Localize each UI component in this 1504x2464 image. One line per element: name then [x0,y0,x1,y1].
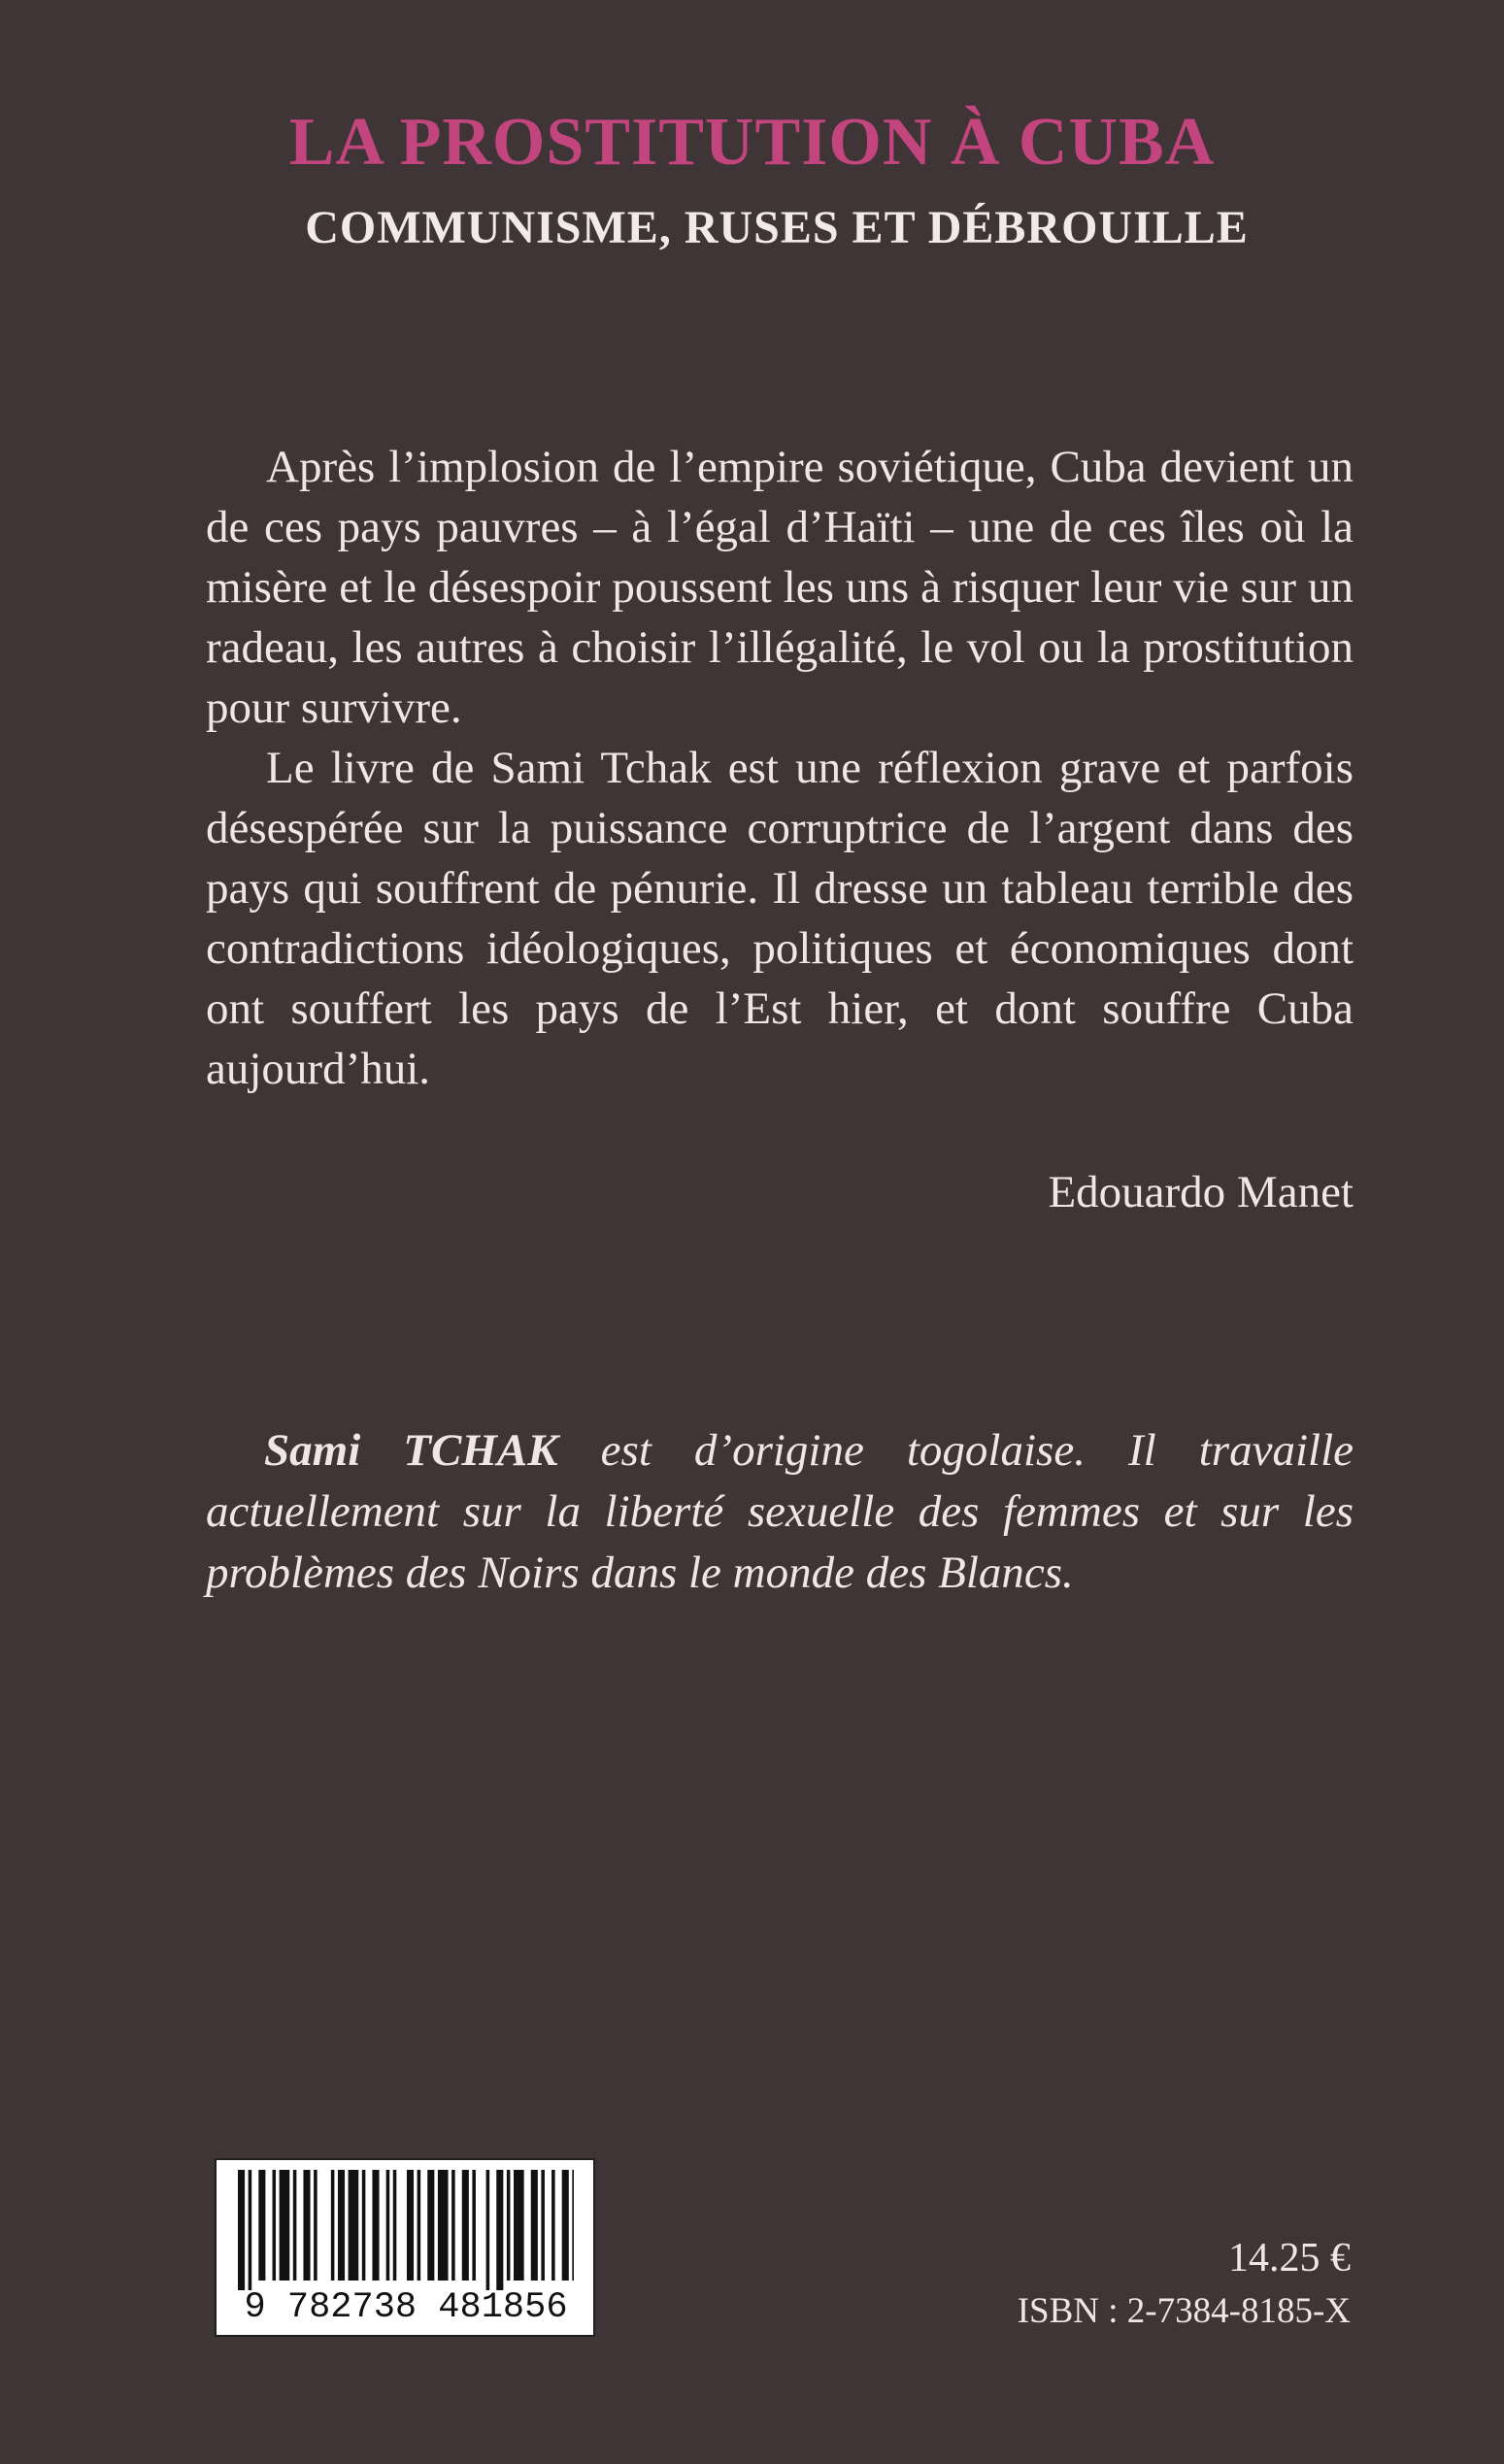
barcode-bar [438,2170,449,2281]
author-biography-text: est d’origine togolaise. Il travaille actuellement sur la liberté sexuelle des femmes et sur les problèmes des Noirs dans le monde des Blancs. [206,1425,1354,1598]
barcode-bar [362,2170,366,2281]
price: 14.25 € [1228,2236,1351,2281]
barcode-bar [541,2170,545,2281]
book-title: LA PROSTITUTION À CUBA [288,105,1216,180]
book-subtitle: COMMUNISME, RUSES ET DÉBROUILLE [305,202,1249,253]
barcode-bar [472,2170,476,2281]
barcode-bar [280,2170,290,2281]
barcode-bar [407,2170,414,2281]
barcode-bar [418,2170,421,2281]
barcode-bar [249,2170,252,2290]
barcode-digits: 9 782738 481856 [244,2287,568,2328]
barcode-bar [314,2170,318,2281]
barcode-bar [451,2170,455,2281]
barcode-bar [393,2170,397,2281]
author-name: Sami TCHAK [264,1425,558,1476]
barcode-bar [349,2170,359,2281]
barcode-bar [386,2170,390,2281]
barcode-bar [238,2170,245,2290]
blurb-paragraph: Après l’implosion de l’empire soviétique, Cuba devient un de ces pays pauvres – à l’égal d’Haïti – une de ces îles où la misère et le désespoir poussent les uns à risquer leur vie sur un radeau, les autres à choisir l’illégalité, le vol ou la prostitution pour survivre. [206,442,1354,733]
barcode-bar [427,2170,434,2281]
barcode-bar [293,2170,297,2281]
barcode-bar [338,2170,345,2281]
barcode-bars [238,2170,574,2290]
barcode-bar [551,2170,555,2281]
blurb [206,437,1354,1099]
isbn: ISBN : 2-7384-8185-X [1017,2291,1351,2331]
barcode-bar [258,2170,265,2281]
barcode-bar [462,2170,469,2281]
barcode-bar [372,2170,379,2281]
barcode-bar [572,2170,574,2281]
blurb-paragraph: Le livre de Sami Tchak est une réflexion grave et parfois désespérée sur la puissance corruptrice de l’argent dans des pays qui souffrent de pénurie. Il dresse un tableau terrible des contradictions idéologiques, politiques et économiques dont ont souffert les pays de l’Est hier, et dont souffre Cuba aujourd’hui. [206,743,1354,1094]
barcode-bar [303,2170,310,2281]
barcode-bar [531,2170,538,2281]
barcode-bar [562,2170,569,2281]
barcode-bar [486,2170,490,2290]
barcode-bar [496,2170,503,2290]
barcode-bar [273,2170,277,2281]
blurb-signature: Edouardo Manet [1048,1167,1354,1217]
barcode [215,2158,595,2337]
barcode-bar [507,2170,511,2281]
author-biography [206,1420,1354,1604]
barcode-bar [331,2170,335,2281]
barcode-bar [514,2170,524,2281]
